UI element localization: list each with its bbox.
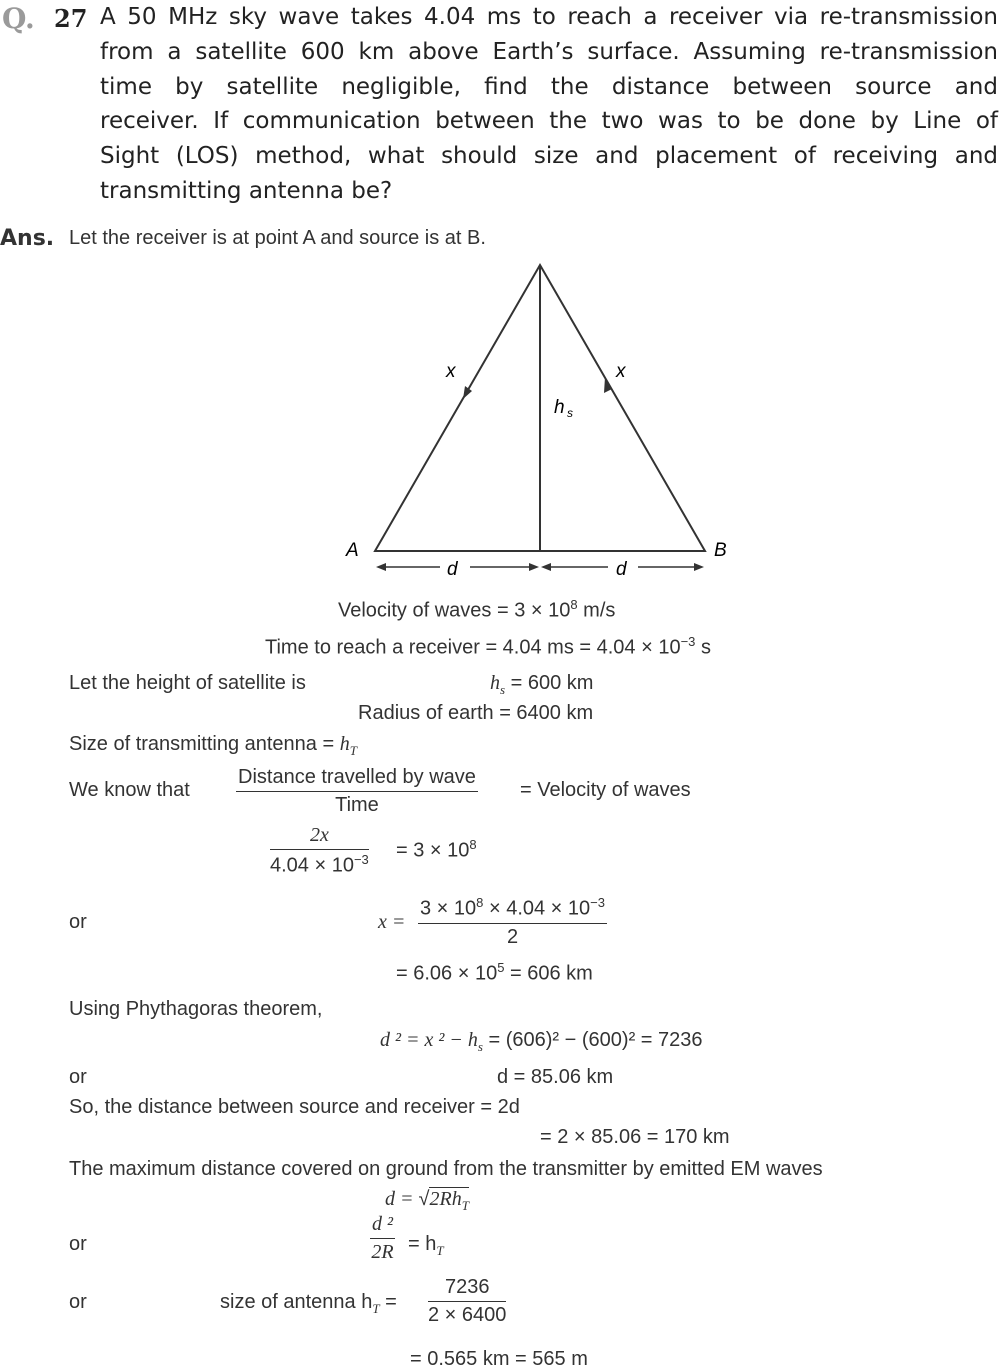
height-value: $h_s = 600$ km <box>490 672 594 697</box>
answer-label: Ans. <box>0 226 55 251</box>
height-label: Let the height of satellite is <box>69 672 306 694</box>
max-distance-line: The maximum distance covered on ground from the transmitter by emitted EM waves <box>69 1158 823 1180</box>
label-hs-sub: s <box>567 406 573 420</box>
label-d-right: d <box>616 559 627 580</box>
question-label: Q. <box>2 2 35 35</box>
triangle-diagram <box>340 255 740 585</box>
time-line: Time to reach a receiver = 4.04 ms = $4.04 \times 10^{-3}$ s <box>265 634 711 659</box>
sqrt-eq: $d = √2Rh_T$ <box>385 1188 469 1213</box>
label-d-left: d <box>447 559 458 580</box>
hT-rhs: = $h_T$ <box>408 1233 444 1258</box>
d-value: d = 85.06 km <box>497 1066 614 1088</box>
pythagoras-label: Using Phythagoras theorem, <box>69 998 323 1020</box>
antenna-label: size of antenna $h_T$ = <box>220 1291 397 1316</box>
label-B: B <box>714 540 727 561</box>
answer-intro: Let the receiver is at point A and source is at B. <box>69 227 486 249</box>
label-A: A <box>346 540 359 561</box>
or-label: or <box>69 1066 87 1088</box>
distance-line: So, the distance between source and receiver = 2d <box>69 1096 520 1118</box>
fraction-antenna: $\frac{7236}{2 \times 6400}$ <box>428 1276 507 1326</box>
label-x-left: x <box>446 361 456 382</box>
question-number: 27 <box>54 4 88 33</box>
velocity-line: Velocity of waves = $3 \times 10^8$ m/s <box>338 597 616 622</box>
fraction-2x-rhs: = $3 \times 10^8$ <box>396 837 477 862</box>
fraction-2x: $\frac{2x}{4.04 \times 10^{-3}}$ <box>270 824 369 877</box>
question-line: receiver. If communication between the two was to be done by Line of <box>100 108 998 134</box>
question-line: A 50 MHz sky wave takes 4.04 ms to reach a receiver via re-transmission <box>100 4 998 30</box>
or-label: or <box>69 911 87 933</box>
or-label: or <box>69 1233 87 1255</box>
question-line: transmitting antenna be? <box>100 178 393 204</box>
distance-result: = 2 × 85.06 = 170 km <box>540 1126 730 1148</box>
velocity-rhs: = Velocity of waves <box>520 779 691 801</box>
arrow-right <box>604 377 612 393</box>
d-squared-eq: d ² = x $^2 - h_s = (606)^2 - (600)^2 = 7236$ <box>380 1029 703 1054</box>
final-result: = 0.565 km = 565 m <box>410 1348 588 1370</box>
x-equals: x = <box>378 911 406 933</box>
arrow-left <box>463 386 472 399</box>
question-line: from a satellite 600 km above Earth’s surface. Assuming re-transmission <box>100 39 998 65</box>
fraction-x: $\frac{3 \times 10^8 \times 4.04 \times 10^{-3}}{2}$ <box>420 895 605 948</box>
x-result: = $6.06 \times 10^5 = 606$ km <box>396 960 593 985</box>
label-x-right: x <box>616 361 626 382</box>
fraction-d2-2R: $\frac{\text{d ²}}{2R}$ <box>371 1213 394 1263</box>
we-know-label: We know that <box>69 779 190 801</box>
question-line: time by satellite negligible, find the distance between source and <box>100 74 998 100</box>
antenna-size-line: Size of transmitting antenna = $h_T$ <box>69 733 357 758</box>
or-label: or <box>69 1291 87 1313</box>
fraction-distance-time: Distance travelled by wave Time <box>238 766 476 816</box>
question-line: Sight (LOS) method, what should size and placement of receiving and <box>100 143 998 169</box>
radius-line: Radius of earth = 6400 km <box>358 702 594 724</box>
label-hs: h <box>554 397 565 418</box>
